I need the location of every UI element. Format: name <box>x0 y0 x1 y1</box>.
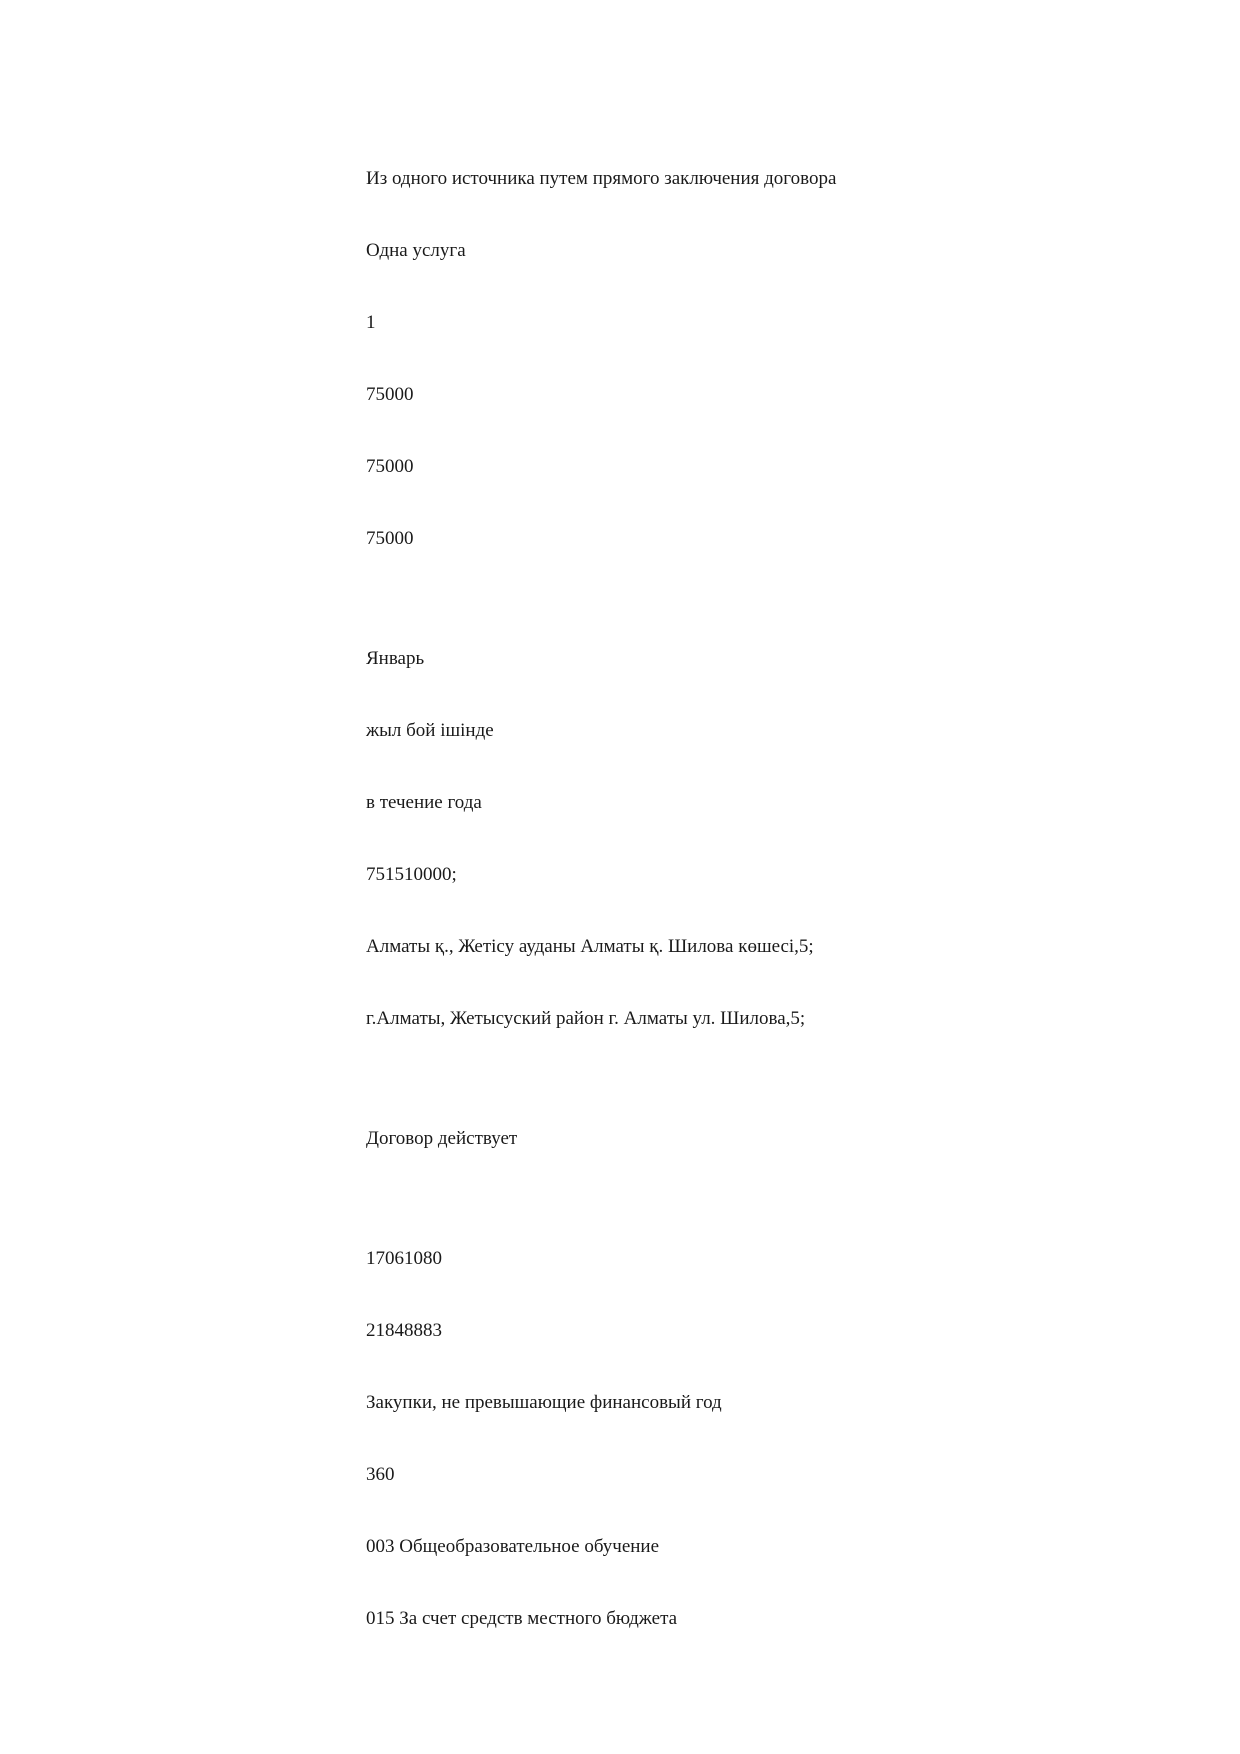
procurement-method: Из одного источника путем прямого заключения договора <box>366 168 837 189</box>
unit-of-measure: Одна услуга <box>366 240 466 261</box>
location-code: 751510000; <box>366 864 457 885</box>
budget-program: 003 Общеобразовательное обучение <box>366 1536 660 1557</box>
address-ru: г.Алматы, Жетысуский район г. Алматы ул. Шилова,5; <box>366 1008 806 1029</box>
days-count: 360 <box>366 1464 395 1485</box>
address-kz: Алматы қ., Жетісу ауданы Алматы қ. Шилова көшесі,5; <box>366 936 814 957</box>
code-1: 17061080 <box>366 1248 442 1269</box>
planned-amount: 75000 <box>366 528 414 549</box>
unit-price: 75000 <box>366 384 414 405</box>
quantity: 1 <box>366 312 376 333</box>
code-2: 21848883 <box>366 1320 442 1341</box>
total-amount: 75000 <box>366 456 414 477</box>
procurement-month: Январь <box>366 648 425 669</box>
delivery-term-ru: в течение года <box>366 792 482 813</box>
contract-status: Договор действует <box>366 1128 518 1149</box>
delivery-term-kz: жыл бой ішінде <box>366 720 494 741</box>
funding-source: 015 За счет средств местного бюджета <box>366 1608 678 1629</box>
procurement-type: Закупки, не превышающие финансовый год <box>366 1392 722 1413</box>
